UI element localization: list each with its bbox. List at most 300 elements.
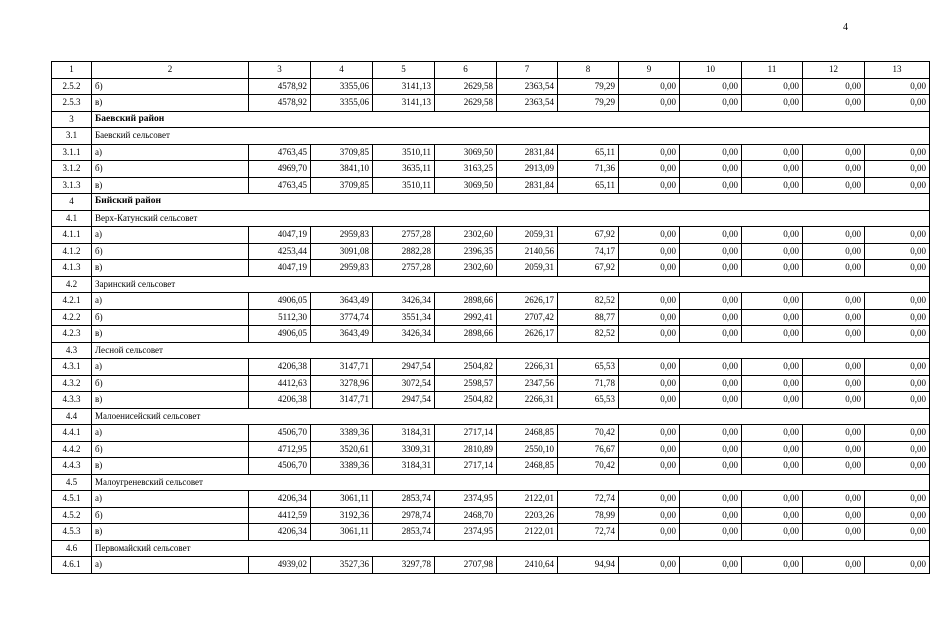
value-cell: 0,00	[865, 524, 930, 541]
value-cell: 0,00	[865, 161, 930, 178]
row-variant: б)	[92, 243, 249, 260]
column-header: 6	[435, 62, 497, 79]
value-cell: 67,92	[558, 260, 619, 277]
row-variant: а)	[92, 491, 249, 508]
value-cell: 0,00	[803, 491, 865, 508]
council-title: Малоугреневский сельсовет	[92, 474, 930, 491]
row-variant: б)	[92, 507, 249, 524]
value-cell: 0,00	[742, 95, 803, 112]
value-cell: 0,00	[803, 243, 865, 260]
column-header: 10	[680, 62, 742, 79]
table-row	[52, 507, 930, 524]
value-cell: 71,36	[558, 161, 619, 178]
value-cell: 4047,19	[249, 227, 311, 244]
row-variant: б)	[92, 161, 249, 178]
value-cell: 0,00	[865, 507, 930, 524]
rates-table	[51, 61, 930, 574]
value-cell: 2302,60	[435, 260, 497, 277]
value-cell: 0,00	[680, 392, 742, 409]
row-variant: в)	[92, 260, 249, 277]
value-cell: 0,00	[742, 260, 803, 277]
value-cell: 2140,56	[497, 243, 558, 260]
value-cell: 3192,36	[311, 507, 373, 524]
value-cell: 3184,31	[373, 458, 435, 475]
value-cell: 0,00	[619, 375, 680, 392]
table-row	[52, 441, 930, 458]
value-cell: 2626,17	[497, 293, 558, 310]
row-code: 4.6.1	[52, 557, 92, 574]
value-cell: 3297,78	[373, 557, 435, 574]
value-cell: 3551,34	[373, 309, 435, 326]
value-cell: 0,00	[619, 95, 680, 112]
table-row	[52, 458, 930, 475]
row-variant: а)	[92, 425, 249, 442]
value-cell: 4906,05	[249, 293, 311, 310]
value-cell: 0,00	[803, 309, 865, 326]
value-cell: 0,00	[865, 243, 930, 260]
row-code: 4	[52, 194, 92, 211]
value-cell: 0,00	[742, 359, 803, 376]
value-cell: 3510,11	[373, 144, 435, 161]
row-variant: а)	[92, 359, 249, 376]
value-cell: 2831,84	[497, 177, 558, 194]
value-cell: 0,00	[803, 392, 865, 409]
row-code: 2.5.3	[52, 95, 92, 112]
column-header: 1	[52, 62, 92, 79]
value-cell: 0,00	[680, 458, 742, 475]
group-row	[52, 128, 930, 145]
value-cell: 2947,54	[373, 359, 435, 376]
row-code: 4.4.1	[52, 425, 92, 442]
value-cell: 0,00	[680, 557, 742, 574]
table-row	[52, 227, 930, 244]
value-cell: 4206,34	[249, 524, 311, 541]
value-cell: 0,00	[865, 293, 930, 310]
table-row	[52, 309, 930, 326]
column-header: 9	[619, 62, 680, 79]
row-variant: б)	[92, 309, 249, 326]
value-cell: 72,74	[558, 524, 619, 541]
value-cell: 3709,85	[311, 177, 373, 194]
value-cell: 4578,92	[249, 78, 311, 95]
value-cell: 2853,74	[373, 524, 435, 541]
row-code: 4.2.1	[52, 293, 92, 310]
value-cell: 4412,59	[249, 507, 311, 524]
table-row	[52, 78, 930, 95]
value-cell: 3389,36	[311, 458, 373, 475]
value-cell: 3389,36	[311, 425, 373, 442]
value-cell: 0,00	[865, 458, 930, 475]
value-cell: 2059,31	[497, 260, 558, 277]
value-cell: 0,00	[619, 293, 680, 310]
value-cell: 3147,71	[311, 392, 373, 409]
row-code: 4.4.2	[52, 441, 92, 458]
row-code: 3.1.2	[52, 161, 92, 178]
value-cell: 0,00	[619, 557, 680, 574]
row-variant: б)	[92, 441, 249, 458]
value-cell: 2810,89	[435, 441, 497, 458]
value-cell: 0,00	[742, 557, 803, 574]
column-header: 7	[497, 62, 558, 79]
value-cell: 0,00	[680, 161, 742, 178]
value-cell: 0,00	[803, 177, 865, 194]
value-cell: 0,00	[680, 524, 742, 541]
value-cell: 2629,58	[435, 78, 497, 95]
value-cell: 65,11	[558, 144, 619, 161]
table-row	[52, 491, 930, 508]
value-cell: 0,00	[619, 441, 680, 458]
value-cell: 0,00	[680, 359, 742, 376]
value-cell: 4506,70	[249, 458, 311, 475]
value-cell: 4906,05	[249, 326, 311, 343]
value-cell: 3841,10	[311, 161, 373, 178]
value-cell: 0,00	[803, 441, 865, 458]
row-variant: б)	[92, 78, 249, 95]
value-cell: 4939,02	[249, 557, 311, 574]
value-cell: 0,00	[680, 95, 742, 112]
table-body	[52, 62, 930, 574]
value-cell: 65,53	[558, 359, 619, 376]
row-variant: а)	[92, 227, 249, 244]
value-cell: 79,29	[558, 95, 619, 112]
value-cell: 0,00	[803, 260, 865, 277]
district-title: Бийский район	[92, 194, 930, 211]
value-cell: 3147,71	[311, 359, 373, 376]
value-cell: 2913,09	[497, 161, 558, 178]
value-cell: 4412,63	[249, 375, 311, 392]
value-cell: 3774,74	[311, 309, 373, 326]
value-cell: 0,00	[619, 491, 680, 508]
value-cell: 3091,08	[311, 243, 373, 260]
value-cell: 2757,28	[373, 227, 435, 244]
value-cell: 82,52	[558, 293, 619, 310]
row-variant: б)	[92, 375, 249, 392]
value-cell: 3643,49	[311, 326, 373, 343]
council-title: Баевский сельсовет	[92, 128, 930, 145]
value-cell: 0,00	[803, 524, 865, 541]
value-cell: 2629,58	[435, 95, 497, 112]
value-cell: 0,00	[680, 227, 742, 244]
value-cell: 0,00	[865, 144, 930, 161]
group-row	[52, 210, 930, 227]
table-row	[52, 425, 930, 442]
value-cell: 0,00	[803, 293, 865, 310]
value-cell: 0,00	[619, 144, 680, 161]
value-cell: 0,00	[619, 359, 680, 376]
value-cell: 0,00	[619, 524, 680, 541]
value-cell: 4206,38	[249, 392, 311, 409]
value-cell: 2882,28	[373, 243, 435, 260]
value-cell: 2598,57	[435, 375, 497, 392]
column-header: 5	[373, 62, 435, 79]
row-variant: в)	[92, 95, 249, 112]
value-cell: 0,00	[742, 458, 803, 475]
group-row	[52, 342, 930, 359]
value-cell: 4253,44	[249, 243, 311, 260]
column-header: 3	[249, 62, 311, 79]
row-code: 2.5.2	[52, 78, 92, 95]
value-cell: 0,00	[742, 326, 803, 343]
value-cell: 2707,42	[497, 309, 558, 326]
value-cell: 67,92	[558, 227, 619, 244]
value-cell: 0,00	[619, 227, 680, 244]
row-variant: в)	[92, 392, 249, 409]
value-cell: 3072,54	[373, 375, 435, 392]
value-cell: 0,00	[865, 491, 930, 508]
value-cell: 2203,26	[497, 507, 558, 524]
value-cell: 0,00	[619, 309, 680, 326]
council-title: Верх-Катунский сельсовет	[92, 210, 930, 227]
group-row	[52, 474, 930, 491]
value-cell: 0,00	[680, 507, 742, 524]
value-cell: 3520,61	[311, 441, 373, 458]
value-cell: 0,00	[619, 177, 680, 194]
value-cell: 70,42	[558, 425, 619, 442]
table-row	[52, 177, 930, 194]
value-cell: 65,11	[558, 177, 619, 194]
value-cell: 0,00	[680, 375, 742, 392]
section-row	[52, 111, 930, 128]
value-cell: 4712,95	[249, 441, 311, 458]
value-cell: 88,77	[558, 309, 619, 326]
table-row	[52, 392, 930, 409]
value-cell: 94,94	[558, 557, 619, 574]
value-cell: 3309,31	[373, 441, 435, 458]
value-cell: 2122,01	[497, 491, 558, 508]
value-cell: 3426,34	[373, 326, 435, 343]
column-header: 11	[742, 62, 803, 79]
council-title: Заринский сельсовет	[92, 276, 930, 293]
value-cell: 3426,34	[373, 293, 435, 310]
row-code: 3.1.3	[52, 177, 92, 194]
row-code: 3.1.1	[52, 144, 92, 161]
value-cell: 3141,13	[373, 78, 435, 95]
value-cell: 3061,11	[311, 524, 373, 541]
council-title: Лесной сельсовет	[92, 342, 930, 359]
value-cell: 0,00	[619, 392, 680, 409]
row-code: 4.4.3	[52, 458, 92, 475]
value-cell: 2059,31	[497, 227, 558, 244]
value-cell: 2947,54	[373, 392, 435, 409]
table-row	[52, 161, 930, 178]
value-cell: 3069,50	[435, 144, 497, 161]
value-cell: 2550,10	[497, 441, 558, 458]
value-cell: 65,53	[558, 392, 619, 409]
value-cell: 0,00	[742, 78, 803, 95]
value-cell: 0,00	[619, 243, 680, 260]
value-cell: 4206,34	[249, 491, 311, 508]
value-cell: 0,00	[803, 359, 865, 376]
row-code: 4.1.2	[52, 243, 92, 260]
value-cell: 4763,45	[249, 177, 311, 194]
row-code: 4.5	[52, 474, 92, 491]
value-cell: 0,00	[865, 326, 930, 343]
value-cell: 0,00	[742, 161, 803, 178]
table-row	[52, 293, 930, 310]
value-cell: 0,00	[803, 161, 865, 178]
value-cell: 2468,70	[435, 507, 497, 524]
row-variant: в)	[92, 177, 249, 194]
row-code: 4.2.3	[52, 326, 92, 343]
value-cell: 0,00	[680, 177, 742, 194]
value-cell: 3643,49	[311, 293, 373, 310]
value-cell: 0,00	[680, 243, 742, 260]
value-cell: 0,00	[803, 144, 865, 161]
value-cell: 2468,85	[497, 425, 558, 442]
row-variant: а)	[92, 557, 249, 574]
value-cell: 0,00	[619, 507, 680, 524]
value-cell: 2707,98	[435, 557, 497, 574]
value-cell: 0,00	[742, 243, 803, 260]
value-cell: 3278,96	[311, 375, 373, 392]
value-cell: 0,00	[742, 375, 803, 392]
value-cell: 0,00	[803, 425, 865, 442]
row-code: 4.3.3	[52, 392, 92, 409]
council-title: Первомайский сельсовет	[92, 540, 930, 557]
value-cell: 0,00	[865, 441, 930, 458]
value-cell: 0,00	[680, 326, 742, 343]
value-cell: 2396,35	[435, 243, 497, 260]
value-cell: 0,00	[742, 441, 803, 458]
district-title: Баевский район	[92, 111, 930, 128]
table-row	[52, 95, 930, 112]
value-cell: 0,00	[742, 177, 803, 194]
value-cell: 0,00	[742, 524, 803, 541]
row-variant: в)	[92, 326, 249, 343]
column-header: 13	[865, 62, 930, 79]
value-cell: 0,00	[680, 78, 742, 95]
value-cell: 0,00	[865, 557, 930, 574]
column-header: 2	[92, 62, 249, 79]
value-cell: 3355,06	[311, 78, 373, 95]
value-cell: 0,00	[865, 227, 930, 244]
value-cell: 0,00	[619, 78, 680, 95]
row-code: 4.2	[52, 276, 92, 293]
row-code: 4.3	[52, 342, 92, 359]
value-cell: 2717,14	[435, 458, 497, 475]
column-header: 4	[311, 62, 373, 79]
council-title: Малоенисейский сельсовет	[92, 408, 930, 425]
row-code: 4.1.3	[52, 260, 92, 277]
value-cell: 3527,36	[311, 557, 373, 574]
row-code: 3.1	[52, 128, 92, 145]
row-code: 4.1	[52, 210, 92, 227]
row-code: 4.5.2	[52, 507, 92, 524]
value-cell: 2898,66	[435, 326, 497, 343]
value-cell: 0,00	[619, 425, 680, 442]
value-cell: 79,29	[558, 78, 619, 95]
value-cell: 0,00	[803, 326, 865, 343]
value-cell: 0,00	[742, 227, 803, 244]
table-row	[52, 359, 930, 376]
value-cell: 0,00	[680, 309, 742, 326]
value-cell: 3184,31	[373, 425, 435, 442]
value-cell: 2626,17	[497, 326, 558, 343]
value-cell: 0,00	[619, 161, 680, 178]
value-cell: 0,00	[619, 458, 680, 475]
row-code: 4.3.2	[52, 375, 92, 392]
value-cell: 2992,41	[435, 309, 497, 326]
value-cell: 78,99	[558, 507, 619, 524]
group-row	[52, 540, 930, 557]
table-row	[52, 144, 930, 161]
value-cell: 0,00	[680, 144, 742, 161]
value-cell: 0,00	[865, 260, 930, 277]
value-cell: 0,00	[742, 507, 803, 524]
value-cell: 2410,64	[497, 557, 558, 574]
value-cell: 0,00	[680, 441, 742, 458]
row-variant: в)	[92, 458, 249, 475]
value-cell: 0,00	[865, 375, 930, 392]
table-row	[52, 524, 930, 541]
value-cell: 0,00	[803, 95, 865, 112]
table-row	[52, 260, 930, 277]
value-cell: 0,00	[742, 491, 803, 508]
value-cell: 76,67	[558, 441, 619, 458]
page-number: 4	[843, 22, 848, 33]
value-cell: 3635,11	[373, 161, 435, 178]
value-cell: 2959,83	[311, 260, 373, 277]
value-cell: 2468,85	[497, 458, 558, 475]
value-cell: 2266,31	[497, 392, 558, 409]
section-row	[52, 194, 930, 211]
value-cell: 2853,74	[373, 491, 435, 508]
table-row	[52, 326, 930, 343]
row-code: 4.3.1	[52, 359, 92, 376]
value-cell: 2978,74	[373, 507, 435, 524]
value-cell: 2347,56	[497, 375, 558, 392]
value-cell: 0,00	[742, 293, 803, 310]
value-cell: 4047,19	[249, 260, 311, 277]
value-cell: 0,00	[865, 309, 930, 326]
row-code: 4.4	[52, 408, 92, 425]
value-cell: 2831,84	[497, 144, 558, 161]
value-cell: 0,00	[680, 425, 742, 442]
value-cell: 2504,82	[435, 359, 497, 376]
value-cell: 0,00	[742, 144, 803, 161]
value-cell: 82,52	[558, 326, 619, 343]
value-cell: 0,00	[803, 227, 865, 244]
table-row	[52, 557, 930, 574]
value-cell: 0,00	[680, 293, 742, 310]
value-cell: 4763,45	[249, 144, 311, 161]
value-cell: 2898,66	[435, 293, 497, 310]
value-cell: 74,17	[558, 243, 619, 260]
value-cell: 0,00	[803, 78, 865, 95]
value-cell: 4206,38	[249, 359, 311, 376]
row-variant: а)	[92, 293, 249, 310]
value-cell: 0,00	[680, 491, 742, 508]
value-cell: 3069,50	[435, 177, 497, 194]
value-cell: 0,00	[865, 392, 930, 409]
group-row	[52, 408, 930, 425]
value-cell: 0,00	[803, 458, 865, 475]
value-cell: 0,00	[865, 425, 930, 442]
value-cell: 3510,11	[373, 177, 435, 194]
row-code: 4.1.1	[52, 227, 92, 244]
value-cell: 3355,06	[311, 95, 373, 112]
row-code: 4.2.2	[52, 309, 92, 326]
row-code: 4.5.1	[52, 491, 92, 508]
value-cell: 0,00	[742, 425, 803, 442]
value-cell: 0,00	[865, 359, 930, 376]
value-cell: 3141,13	[373, 95, 435, 112]
value-cell: 4969,70	[249, 161, 311, 178]
row-variant: а)	[92, 144, 249, 161]
value-cell: 2374,95	[435, 524, 497, 541]
value-cell: 2363,54	[497, 78, 558, 95]
value-cell: 3709,85	[311, 144, 373, 161]
